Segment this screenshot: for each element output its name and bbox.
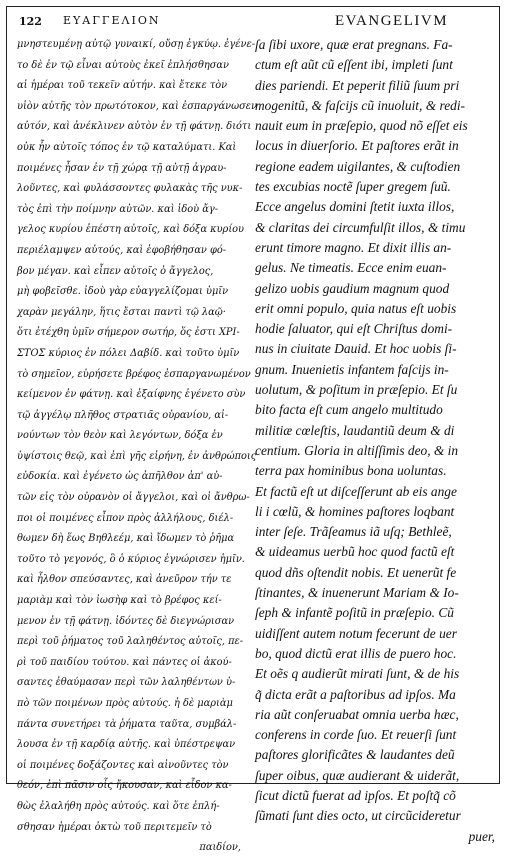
running-header [7,11,499,33]
latin-text-line: conferens in corde ſuo. Et reuerſi ſunt [255,727,457,743]
latin-text-line: dies pariendi. Et peperit filiũ ſuum pri [255,77,460,93]
greek-text-line: θὼς ἐλαλήθη πρὸς αὐτούς. καὶ ὅτε ἐπλή- [17,800,220,812]
latin-text-line: tes excubias noctẽ ſuper gregem ſuũ. [255,179,451,195]
greek-text-line: περὶ τοῦ ῥήματος τοῦ λαληθέντος αὐτοῖς, πε- [17,636,244,648]
latin-text-line: regione eadem uigilantes, & cuſtodien [255,158,461,174]
latin-text-line: hodie ſaluator, qui eſt Chriſtus domi- [255,321,453,337]
latin-text-line: Et oẽs q audierũt mirati ſunt, & de his [255,666,460,682]
greek-text-line: σαντες ἐθαύμασαν περὶ τῶν λαληθέντων ὑ- [17,677,236,689]
greek-text-line: πάντα συνετήρει τὰ ῥήματα ταῦτα, συμβάλ- [17,718,237,730]
greek-text-line: μαριὰμ καὶ τὸν ἰωσὴφ καὶ τὸ βρέφος κεί- [17,595,222,607]
greek-text-line: μενον ἐν τῇ φάτνῃ. ἰδόντες δὲ διεγνώρισαν [17,615,235,627]
latin-text-line: gelizo uobis gaudium magnum quod [255,280,450,296]
latin-text-line: mogenitũ, & faſcijs cũ inuoluit, & redi- [255,97,466,113]
latin-text-line: bo, quod dictũ erat illis de puero hoc. [255,645,457,661]
greek-text-line: γελος κυρίου ἐπέστη αὐτοῖς, καὶ δόξα κυρίου [17,224,245,236]
greek-text-line: υἱὸν αὐτῆς τὸν πρωτότοκον, καὶ ἐσπαργάνωσεν [17,100,258,112]
greek-text-line: οὐκ ἦν αὐτοῖς τόπος ἐν τῷ καταλύματι. Καὶ [17,141,237,153]
greek-text-line: ὑψίστοις θεῷ, καὶ ἐπὶ γῆς εἰρήνη, ἐν ἀνθρώποις [17,450,257,462]
greek-text-line: νούντων τὸν θεὸν καὶ λεγόντων, δόξα ἐν [17,430,223,442]
greek-text-line: καὶ ἦλθον σπεύσαντες, καὶ ἀνεῦρον τήν τε [17,574,232,586]
latin-text-line: militiæ cœleſtis, laudantiũ deum & di [255,422,455,438]
greek-text-line: τῷ ἀγγέλῳ πλῆθος στρατιᾶς οὐρανίου, αἰ- [17,409,229,421]
latin-text-line: q̃ dicta erãt a paſtoribus ad ipſos. Ma [255,686,456,702]
greek-text-line: οἱ ποιμένες δοξάζοντες καὶ αἰνοῦντες τὸν [17,759,229,771]
latin-text-line: inter ſeſe. Trãſeamus iã uſq; Bethleẽ, [255,524,452,540]
greek-text-line: εὐδοκία. καὶ ἐγένετο ὡς ἀπῆλθον ἀπ' αὐ- [17,471,223,483]
greek-text-line: περιέλαμψεν αὐτούς, καὶ ἐφοβήθησαν φό- [17,244,227,256]
latin-text-column [255,35,495,844]
latin-text-line: & uideamus uerbũ hoc quod factũ eſt [255,544,455,560]
greek-text-line: ποιμένες ἦσαν ἐν τῇ χώρᾳ τῇ αὐτῇ ἀγραυ- [17,162,227,174]
latin-text-line: uolutum, & poſitum in præſepio. Et ſu [255,382,458,398]
latin-running-title: EVANGELIVM [335,13,449,29]
latin-text-line: gelus. Ne timeatis. Ecce enim euan- [255,260,447,276]
latin-text-line: Et factũ eſt ut diſceſſerunt ab eis ange [255,483,457,499]
greek-text-line: τὸς ἐπὶ τὴν ποίμνην αὐτῶν. καὶ ἰδοὺ ἄγ- [17,203,219,215]
greek-text-column [17,35,258,854]
greek-text-line: πὸ τῶν ποιμένων πρὸς αὐτούς. ἡ δὲ μαριὰμ [17,698,233,709]
latin-text-line: gnum. Inuenietis infantem faſcijs in- [255,361,449,377]
greek-text-line: ρὶ τοῦ παιδίου τούτου. καὶ πάντες οἱ ἀκού- [17,656,232,668]
greek-text-line: κείμενον ἐν φάτνῃ. καὶ ἐξαίφνης ἐγένετο σὺν [17,389,246,401]
latin-text-line: locus in diuerſorio. Et paſtores erãt in [255,138,459,154]
latin-text-line: ſicut dictũ fuerat ad ipſos. Et poſtq̃ cõ [255,787,456,803]
latin-text-line: uidiſſent autem notum fecerunt de uer [255,625,457,641]
greek-text-line: θεόν, ἐπὶ πᾶσιν οἷς ἤκουσαν, καὶ εἶδον κα- [17,780,232,792]
greek-text-line: λοῦντες, καὶ φυλάσσοντες φυλακὰς τῆς νυκ- [17,183,243,195]
latin-text-line: ſuper oibus, quæ audierant & uiderãt, [255,767,460,783]
latin-text-line: centium. Gloria in altiſſimis deo, & in [255,442,459,458]
latin-text-line: ctum eſt aũt cũ eſſent ibi, impleti ſunt [255,57,453,73]
greek-text-line: τὸ σημεῖον, εὑρήσετε βρέφος ἐσπαργανωμένον [17,368,251,380]
latin-text-line: Ecce angelus domini ſtetit iuxta illos, [255,199,455,215]
latin-text-line: erunt timore magno. Et dixit illis an- [255,239,452,255]
latin-text-line: bito facta eſt cum angelo multitudo [255,402,443,418]
latin-text-line: ſeph & infantẽ poſitũ in præſepio. Cũ [255,605,454,621]
latin-text-line: li i cœlũ, & homines paſtores loqbant [255,503,455,519]
latin-text-line: erit omni populo, quia natus eſt uobis [255,300,457,316]
latin-text-line: quod dñs oſtendit nobis. Et uenerũt fe [255,564,457,580]
greek-text-line: χαρὰν μεγάλην, ἥτις ἔσται παντὶ τῷ λαῷ· [17,306,226,318]
latin-text-line: puer, [468,828,495,844]
greek-text-line: μὴ φοβεῖσθε. ἰδοὺ γὰρ εὐαγγελίζομαι ὑμῖν [17,286,229,298]
greek-text-line: αὐτόν, καὶ ἀνέκλινεν αὐτὸν ἐν τῇ φάτνῃ. διότι [17,121,252,133]
greek-text-line: ΣΤΟΣ κύριος ἐν πόλει Δαβίδ. καὶ τοῦτο ὑμῖν [17,347,240,359]
latin-text-line: nus in ciuitate Dauid. Et hoc uobis ſi- [255,341,457,357]
greek-text-line: λουσα ἐν τῇ καρδίᾳ αὐτῆς. καὶ ὑπέστρεψαν [17,739,236,751]
greek-text-line: θωμεν δὴ ἕως Βηθλεέμ, καὶ ἴδωμεν τὸ ῥῆμα [17,533,235,545]
latin-text-line: nauit eum in præſepio, quod nõ eſſet eis [255,118,468,134]
greek-text-line: μνηστευμένῃ αὐτῷ γυναικί, οὔσῃ ἐγκύῳ. ἐγένε- [17,39,256,50]
latin-text-line: ſtinantes, & inuenerunt Mariam & Io- [255,585,459,601]
latin-text-line: & claritas dei circumfulſit illos, & timu [255,219,466,235]
latin-text-line: ſa ſibi uxore, quæ erat pregnans. Fa- [255,37,453,52]
latin-text-line: terra pax hominibus bona uoluntas. [255,463,447,479]
book-page [6,6,500,854]
greek-text-line: αἱ ἡμέραι τοῦ τεκεῖν αὐτήν. καὶ ἔτεκε τὸν [17,80,228,92]
latin-text-line: paſtores glorificãtes & laudantes deũ [255,747,455,763]
latin-text-line: ria aũt conſeruabat omnia uerba hæc, [255,706,459,722]
greek-text-line: το δὲ ἐν τῷ εἶναι αὐτοὺς ἐκεῖ ἐπλήσθησαν [17,59,230,71]
greek-text-line: τῶν εἰς τὸν οὐρανὸν οἱ ἄγγελοι, καὶ οἱ ἄνθρω- [17,492,250,504]
latin-text-line: ſũmati ſunt dies octo, ut circũcideretur [255,808,461,824]
greek-text-line: τοῦτο τὸ γεγονός, ὃ ὁ κύριος ἐγνώρισεν ἡμῖν. [17,553,245,565]
greek-running-title: ΕΥΑΓΓΕΛΙΟΝ [63,14,161,27]
greek-text-line: ποι οἱ ποιμένες εἶπον πρὸς ἀλλήλους, διέλ- [17,512,234,524]
page-number: 122 [19,15,42,28]
greek-text-line: παιδίον, [199,842,241,854]
greek-text-line: βον μέγαν. καὶ εἶπεν αὐτοῖς ὁ ἄγγελος, [17,265,214,277]
greek-text-line: ὅτι ἐτέχθη ὑμῖν σήμερον σωτήρ, ὅς ἐστι ΧΡΙ- [17,327,240,339]
greek-text-line: σθησαν ἡμέραι ὀκτὼ τοῦ περιτεμεῖν τὸ [17,821,212,833]
